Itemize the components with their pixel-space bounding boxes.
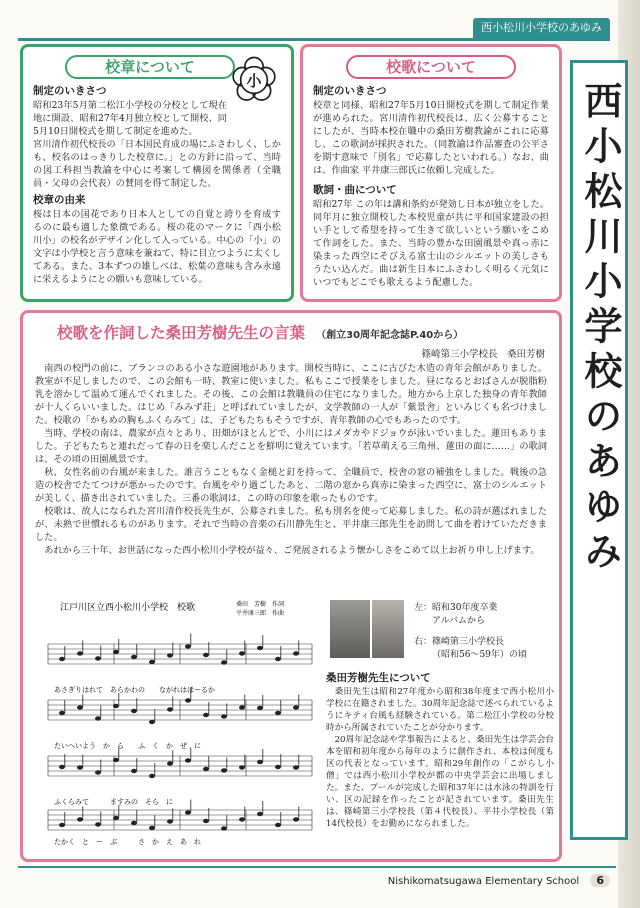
note-head: [77, 651, 83, 655]
note-head: [239, 651, 245, 655]
words-p5: あれから三十年、お世話になった西小松川小学校が益々、ご発展されるよう懐かしさをこめて以上お祈り申し上げます。: [44, 545, 540, 556]
emblem-h2: 校章の由来: [33, 194, 86, 206]
emblem-p3: 桜は日本の国花であり日本人としての自覚と誇りを育成するのに最も適した象徴である。桜の花のマークに「西小松川小」の校名がデザイン化して入っている。中心の「小」の文字は小学校と言う意味を兼ねて、特に目立つように太くしてある。また、3本ずつの雄しべは、松葉の意味も含み永遠に栄えるようにとの願いも意味している。: [33, 209, 281, 285]
note-head: [149, 826, 155, 830]
school-emblem-icon: [229, 55, 279, 105]
vertical-banner: [570, 60, 628, 840]
note-head: [59, 765, 65, 769]
note-head: [293, 817, 299, 821]
caption-left-label: 左：: [414, 603, 433, 613]
words-p2: 当時、学校の南は、農家が点々とあり、田畑がほとんどで、小川にはメダカやドジョウが泳いでいました。蓮田もありました。子どもたちと連れだって春の日を楽しんだことを鮮明に覚えています。「若草萌える三角州、蓮田の面に……」の歌詞は、その頃の田園風景です。: [35, 428, 547, 465]
song-h1: 制定のいきさつ: [313, 85, 387, 97]
note-head: [293, 651, 299, 655]
note-head: [185, 758, 191, 762]
note-head: [221, 714, 227, 718]
note-head: [59, 657, 65, 661]
song-h2: 歌詞・曲について: [313, 184, 397, 196]
score-lyric3: ふくらみて ますみの そら に: [54, 798, 173, 806]
note-head: [149, 720, 155, 724]
note-head: [77, 765, 83, 769]
note-head: [275, 657, 281, 661]
emblem-p1: 昭和23年5月第二松江小学校の分校として現在地に開設、昭和27年4月独立校として開校、同5月10日開校式を期して制定を進めた。: [33, 100, 227, 137]
footer: [388, 874, 610, 887]
header-tag: 西小松川小学校のあゆみ: [473, 18, 610, 38]
bio-title: 桑田芳樹先生について: [326, 672, 431, 684]
note-head: [131, 655, 137, 659]
note-head: [77, 705, 83, 709]
footer-school: Nishikomatsugawa Elementary School: [387, 876, 580, 887]
song-box: [300, 44, 562, 302]
note-head: [113, 650, 119, 654]
note-head: [221, 660, 227, 664]
vertical-title: 西小松川小学校のあゆみ: [578, 81, 623, 576]
header-rule: [18, 38, 610, 41]
note-head: [95, 716, 101, 720]
note-head: [59, 823, 65, 827]
note-head: [293, 765, 299, 769]
caption-right1: 篠崎第三小学校長: [432, 637, 505, 647]
note-head: [95, 822, 101, 826]
note-head: [257, 812, 263, 816]
note-head: [275, 765, 281, 769]
note-head: [239, 817, 245, 821]
note-head: [239, 765, 245, 769]
words-p3: 秋、女性名前の台風が来ました。誰言うこともなく金槌と釘を持って、全職員で、校舎の窓の補強をしました。戦後の急造の校舎でたてつけが悪かったのです。台風をやり過ごしたあと、二階の窓から真赤に染まった西空に、富士のシルエットが美しく、描き出されていました。三番の歌詞は、この時の印象を歌ったものです。: [35, 467, 547, 504]
note-head: [131, 821, 137, 825]
caption-left1: 昭和30年度卒業: [432, 603, 498, 613]
note-head: [203, 819, 209, 823]
note-head: [131, 709, 137, 713]
note-head: [95, 656, 101, 660]
note-head: [149, 774, 155, 778]
note-head: [167, 761, 173, 765]
note-head: [59, 711, 65, 715]
words-source: （創立30周年記念誌P.40から）: [316, 330, 464, 341]
score-lyric2: たいへいよう か ら ふ く か ぜ に: [54, 742, 201, 750]
score-credit1: 桑田 芳樹 作詞: [236, 601, 285, 608]
caption-left2: アルバムから: [432, 616, 486, 626]
note-head: [185, 810, 191, 814]
note-head: [95, 770, 101, 774]
note-head: [185, 644, 191, 648]
bottom-rule: [18, 866, 616, 868]
note-head: [167, 707, 173, 711]
bio-p1: 桑田先生は昭和27年度から昭和38年度まで西小松川小学校に在籍されました。30周年記念誌で述べられているようにキティ台風も経験されている。第二松江小学校の分校時から所属されていたことが分かります。: [326, 687, 554, 733]
bio-block: [326, 668, 554, 830]
words-p4: 校歌は、故人になられた宮川清作校長先生が、公募されました。私も別名を使って応募しました。私の詩が選ばれましたが、未熟で世慣れるものがあります。それで当時の音楽の石川静先生と、平井康三郎先生を訪問して曲を着けていただきました。: [35, 506, 547, 543]
note-head: [167, 819, 173, 823]
words-p1: 南西の校門の前に、ブランコのある小さな遊園地があります。開校当時に、ここに古びた木造の青年会館がありました。教室が不足しましたので、この会館も一時、教室に使いました。私もここで授業をしました。昼になるとおばさんが脱脂粉乳を溶かして温めて運んでくれました。その後、この会館は教職員の住宅になりました。地方から上京した独身の青年教師が十人くらいいました。はじめ「みみず荘」と呼ばれていましたが、文学教師の一人が「紫景舎」といみじくも名づけました。校歌の「かもめの胸もふくらみて」は、子どもたちもそうですが、青年教師の心でもあったのです。: [35, 363, 547, 426]
song-box-title: 校歌について: [346, 55, 516, 79]
caption-right2: （昭和56～59年）の頃: [432, 650, 527, 660]
score-lyric1: あさぎりはれて あらかわの ながれはほーるか: [54, 686, 215, 694]
note-head: [131, 769, 137, 773]
note-head: [221, 768, 227, 772]
caption-right-label: 右：: [414, 637, 433, 647]
page-number: 6: [590, 874, 610, 887]
note-head: [257, 706, 263, 710]
note-head: [185, 698, 191, 702]
note-head: [221, 826, 227, 830]
photo-older: [372, 600, 404, 658]
note-head: [113, 758, 119, 762]
note-head: [257, 760, 263, 764]
music-score: [40, 596, 320, 846]
bio-p2: 20周年記念誌や学事報告によると、桑田先生は学芸会台本を昭和初年度から毎年のように創作され、本校は何度も区の代表となっています。昭和29年創作の「こがらし小僧」では西小松川小学校が都の中央学芸会に出場しました。また、プールが完成した昭和37年には水泳の特訓を行い、区の記録を作ったことが記されています。桑田先生は、篠崎第三小学校長（第４代校長）、平井小学校長（第14代校長）をお勤めになられました。: [326, 735, 554, 829]
note-head: [203, 713, 209, 717]
score-title: 江戸川区立西小松川小学校 校歌: [60, 603, 196, 613]
song-p2: 昭和27年 この年は講和条約が発効し日本が独立をした。同年月に独立開校した本校児童が共に平和国家建設の担い手として希望を持って生きて欲しいという願いをこめて作詞をした。また、当時の豊かな田園風景や真っ赤に染まった西空にそびえる富士山のシルエットの美しさもうたい込んだ。曲は新生日本にふさわしく明るく元気にいつでもどこでも歌えるよう配慮した。: [313, 199, 549, 288]
photo-young: [330, 600, 370, 658]
note-head: [77, 817, 83, 821]
words-signature: 篠崎第三小学校長 桑田芳樹: [421, 349, 545, 360]
score-lyric4: たかく と ー ぶ さ か え あ れ: [54, 838, 201, 846]
emblem-glyph: 小: [246, 71, 262, 90]
note-head: [149, 660, 155, 664]
note-head: [203, 653, 209, 657]
note-head: [167, 653, 173, 657]
emblem-box: [20, 44, 294, 302]
emblem-h1: 制定のいきさつ: [33, 85, 107, 97]
photo-captions: [414, 602, 554, 662]
note-head: [257, 646, 263, 650]
note-head: [293, 705, 299, 709]
note-head: [113, 704, 119, 708]
note-head: [275, 711, 281, 715]
words-heading: [23, 313, 559, 343]
emblem-box-title: 校章について: [65, 55, 235, 79]
words-title: 校歌を作詞した桑田芳樹先生の言葉: [57, 324, 306, 342]
note-head: [239, 705, 245, 709]
note-head: [275, 823, 281, 827]
song-p1: 校章と同様、昭和27年5月10日開校式を期して制定作業が進められた。宮川清作初代校長は、広く公募することにしたが、当時本校在職中の桑田芳樹教諭がこれに応募し、この歌詞が採択された。（同教諭は作品審査の公平さを期す意味で「別名」で応募したといわれる。）なお、曲は、作曲家 平井康三郎氏に依頼し完成した。: [313, 100, 549, 176]
emblem-p2: 宮川清作初代校長の「日本国民育成の場にふさわしく、しかも、校名のはっきりした校章に。」との方針に沿って、当時の図工科担当教諭を中心に考案して構図を関係者（全職員・父母の会代表）の賛同を得て制定した。: [33, 139, 281, 189]
score-credit2: 平井康三郎 作曲: [236, 610, 285, 617]
note-head: [113, 816, 119, 820]
note-head: [203, 767, 209, 771]
